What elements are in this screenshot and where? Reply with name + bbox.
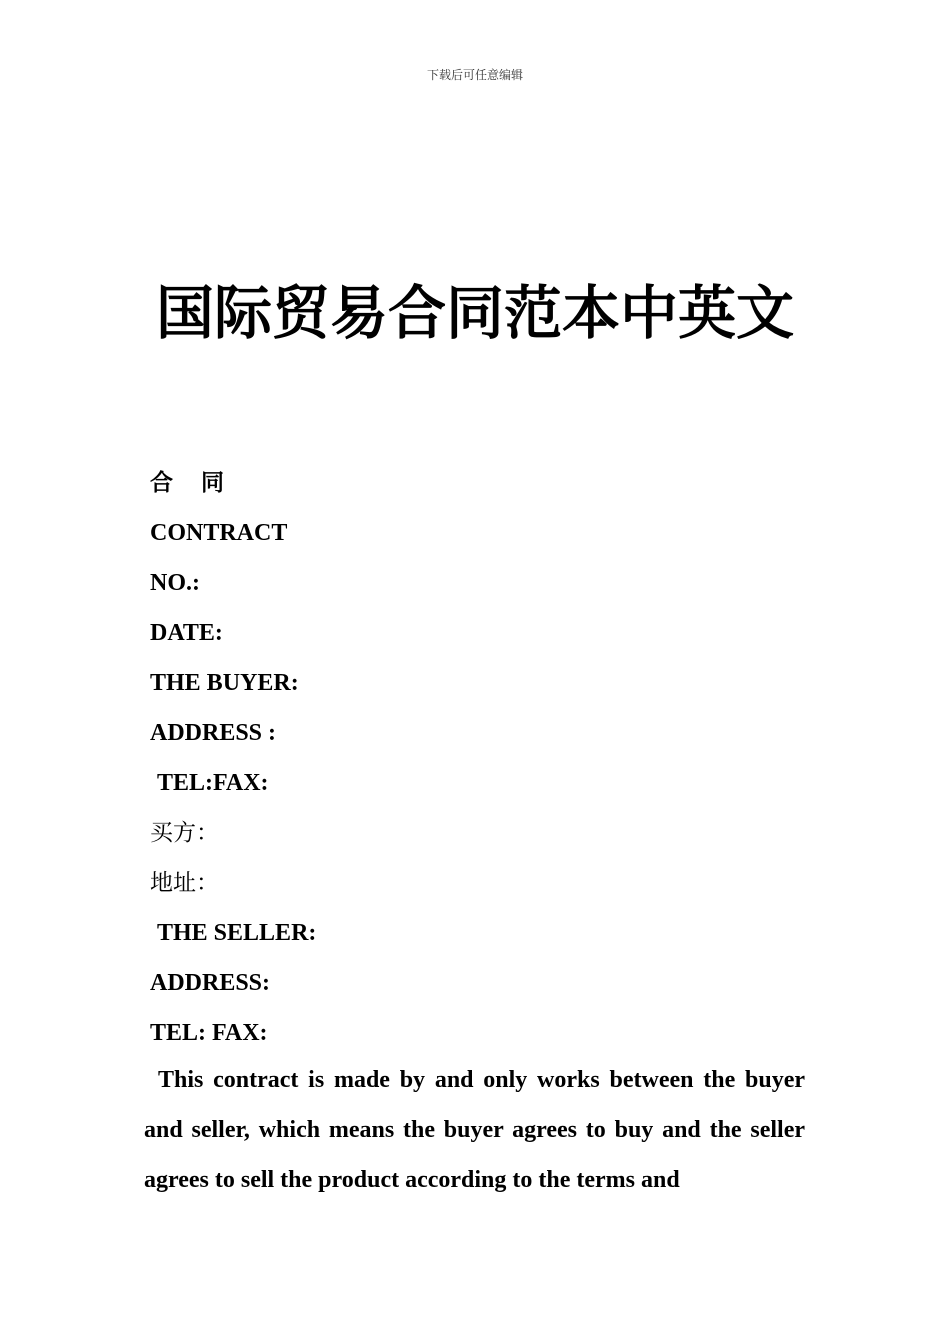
seller-label: THE SELLER:: [157, 920, 317, 946]
contract-intro-paragraph: This contract is made by and only works between the buyer and seller, which means the buyer agrees to buy and the seller agrees to sell the product according to the terms and: [144, 1067, 805, 1193]
buyer-label: THE BUYER:: [150, 670, 299, 696]
buyer-label-cn: 买方：: [150, 820, 219, 846]
contract-heading-en: CONTRACT: [150, 520, 288, 546]
contract-fields: [150, 458, 810, 1058]
header-note: 下载后可任意编辑: [426, 68, 523, 82]
seller-tel-fax-label: TEL: FAX:: [150, 1020, 268, 1046]
buyer-tel-fax-label: TEL:FAX:: [157, 770, 269, 796]
document-title: 国际贸易合同范本中英文: [155, 279, 794, 347]
seller-address-label: ADDRESS:: [150, 970, 271, 996]
address-label-cn: 地址：: [150, 870, 219, 896]
buyer-address-label: ADDRESS :: [150, 720, 277, 746]
contract-date-label: DATE:: [150, 620, 223, 646]
contract-number-label: NO.:: [150, 570, 200, 596]
contract-heading-cn: 合 同: [150, 470, 235, 496]
